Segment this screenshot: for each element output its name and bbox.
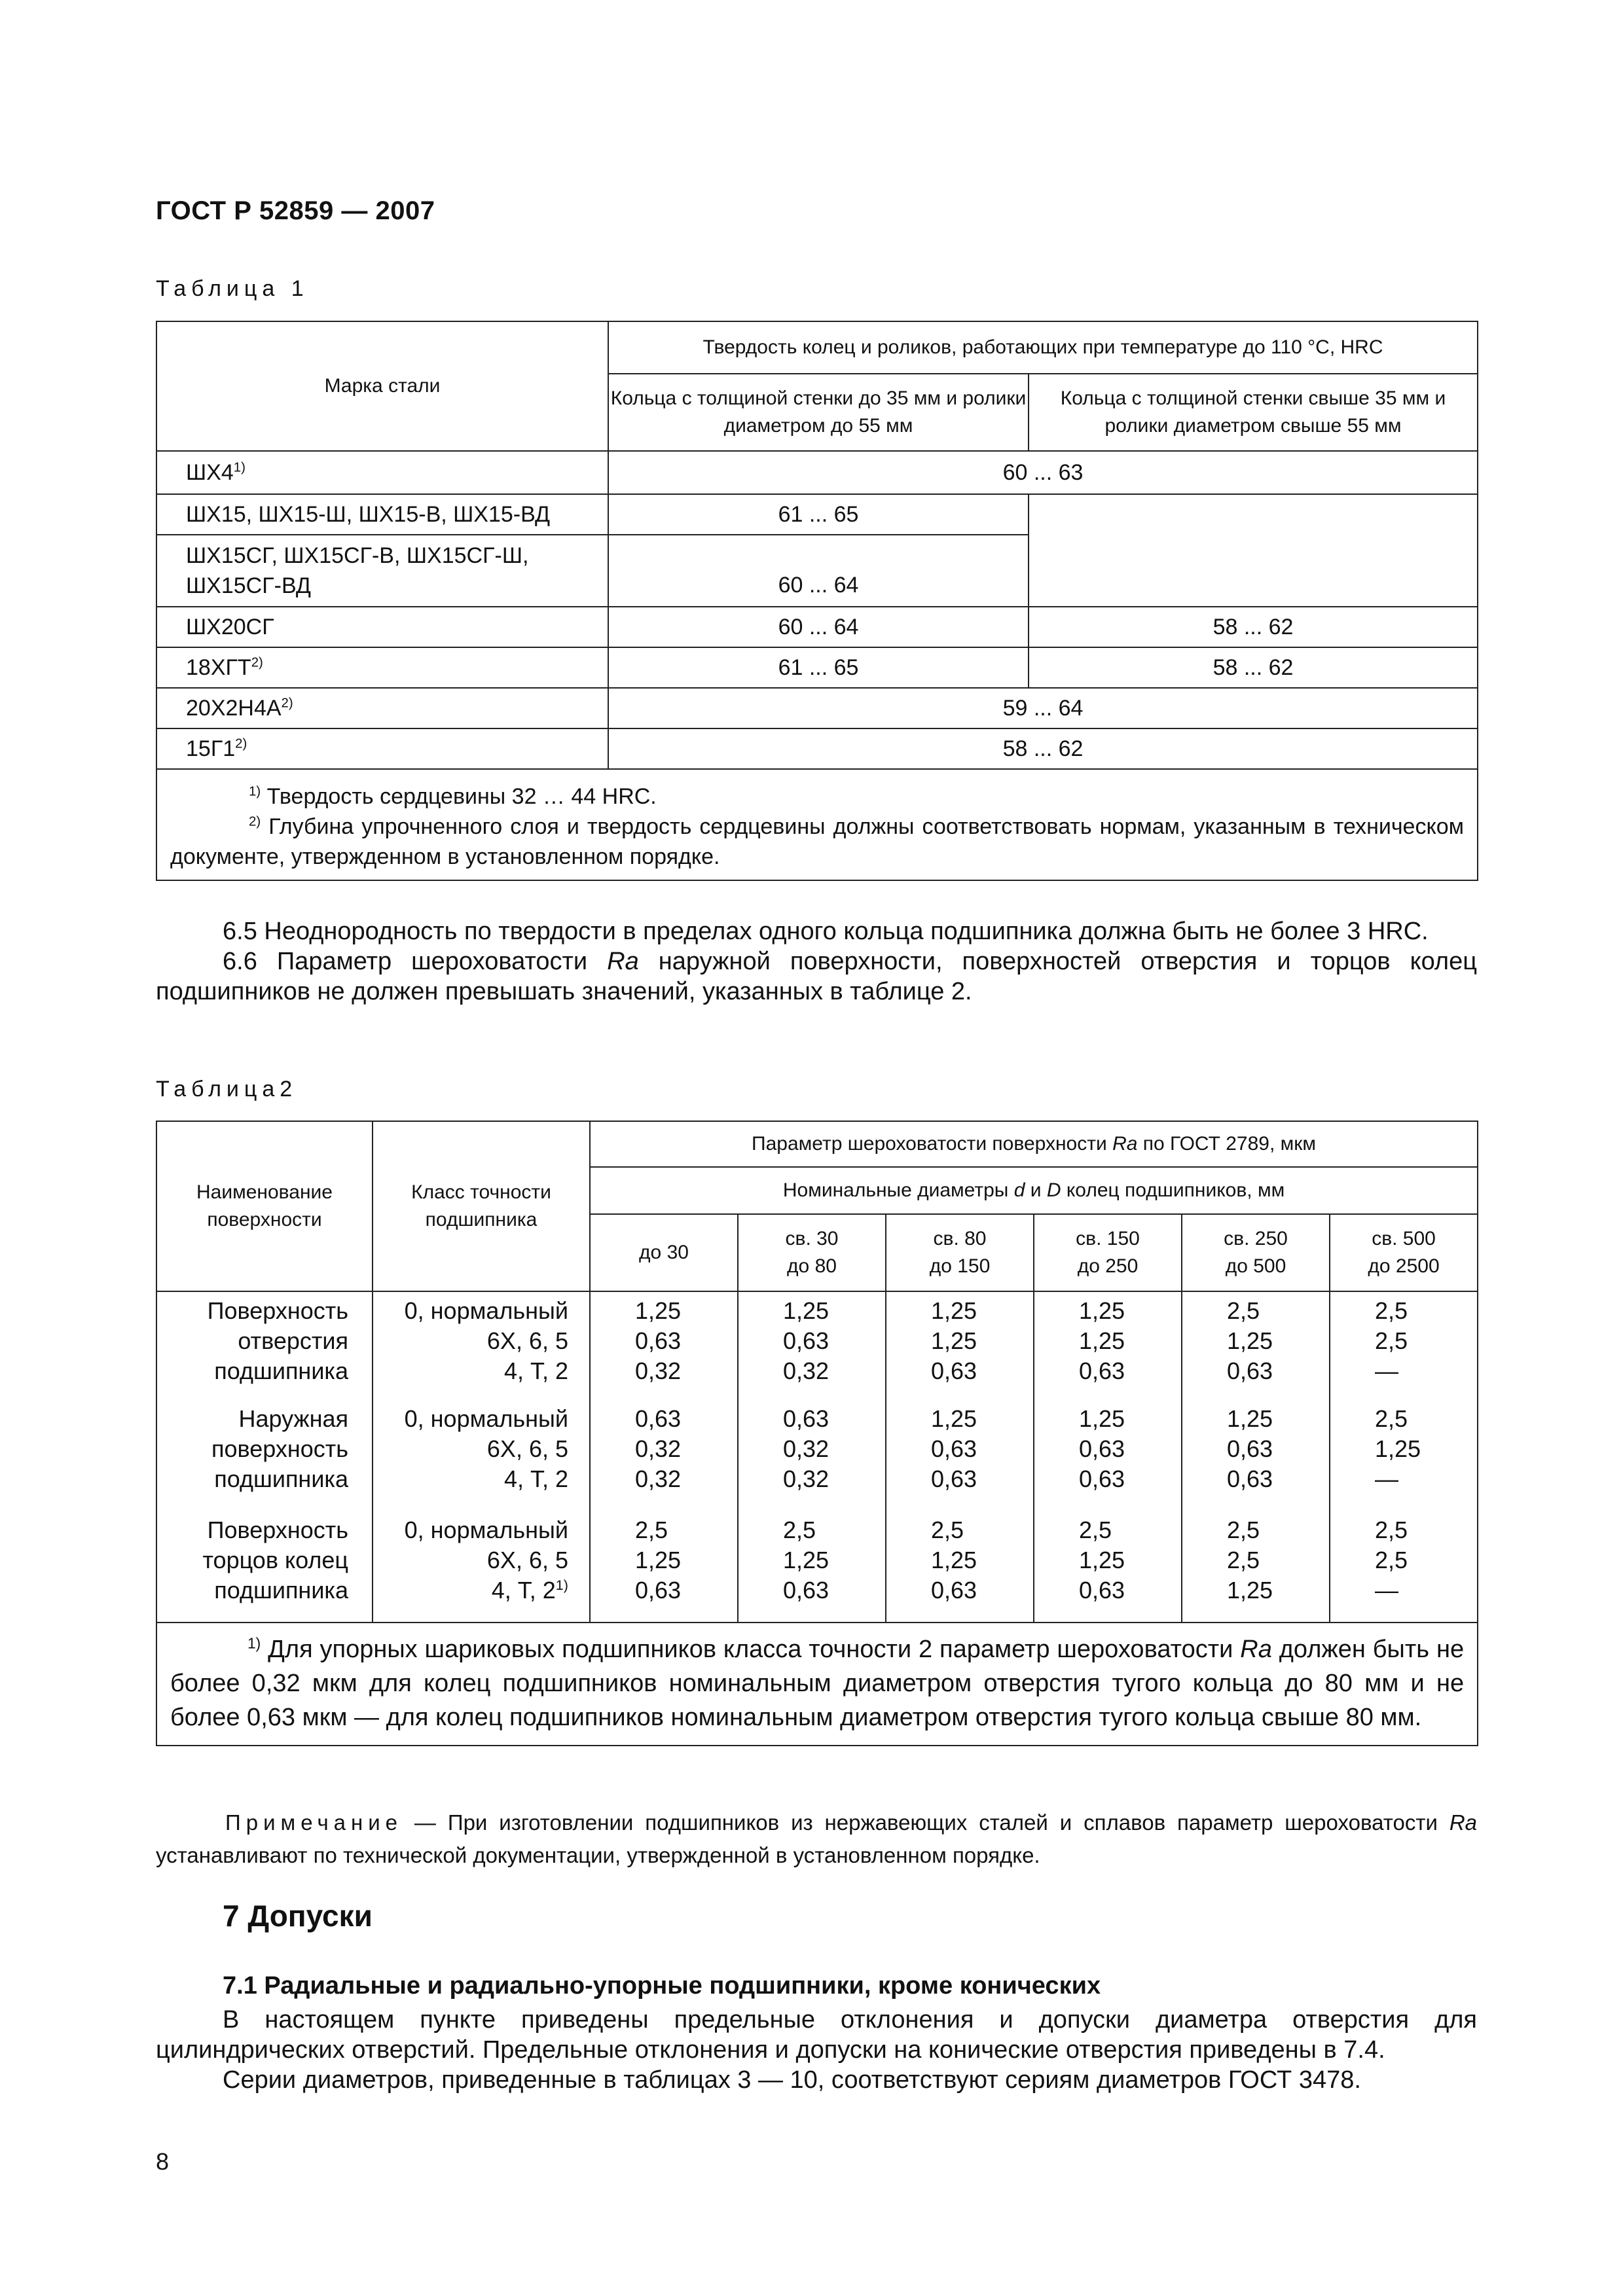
roughness-values: 1,25 0,63 0,32 <box>738 1291 886 1404</box>
steel-grade: 15Г1 <box>186 736 236 761</box>
table-row <box>156 451 1478 494</box>
body-paragraphs <box>156 916 1477 1007</box>
steel-grade: ШХ15СГ, ШХ15СГ-В, ШХ15СГ-Ш, ШХ15СГ-ВД <box>156 535 608 607</box>
roughness-values: 0,63 0,32 0,32 <box>738 1404 886 1515</box>
precision-class: 0, нормальный 6Х, 6, 5 4, Т, 2 <box>373 1291 590 1404</box>
table-row <box>156 647 1478 688</box>
table-row <box>156 1404 1478 1515</box>
table2-header-surface: Наименование поверхности <box>156 1121 373 1291</box>
section-title: 7 Допуски <box>223 1899 373 1933</box>
table1-footnotes <box>156 769 1478 880</box>
table1-caption: Таблица 1 <box>156 276 309 301</box>
roughness-values: 1,25 1,25 0,63 <box>1034 1291 1182 1404</box>
table-row <box>156 688 1478 728</box>
footnote-mark: 2) <box>249 814 261 829</box>
table1 <box>156 321 1478 881</box>
table2-note: Примечание — При изготовлении подшипников из нержавеющих сталей и сплавов параметр шероховатости Ra устанавливают по технической документации, утвержденной в установленном порядке. <box>156 1810 1477 1867</box>
hardness-value: 61 ... 65 <box>608 647 1029 688</box>
table-row <box>156 1515 1478 1623</box>
roughness-values: 2,5 1,25 0,63 <box>1034 1515 1182 1623</box>
diameter-range-header: св. 80 до 150 <box>886 1214 1034 1291</box>
footnote-1: Твердость сердцевины 32 … 44 HRC. <box>266 784 657 809</box>
hardness-value: 60 ... 64 <box>608 607 1029 647</box>
roughness-values: 1,25 0,63 0,63 <box>1182 1404 1330 1515</box>
footnote-mark: 1) <box>249 784 261 799</box>
table-row <box>156 607 1478 647</box>
hardness-value: 60 ... 64 <box>608 535 1029 607</box>
table2-header-diameters: Номинальные диаметры d и D колец подшипников, мм <box>590 1167 1478 1214</box>
precision-class: 0, нормальный 6Х, 6, 5 4, Т, 2 <box>373 1404 590 1515</box>
footnote-ref: 2) <box>281 696 293 711</box>
hardness-value: 60 ... 63 <box>608 451 1478 494</box>
diameter-range-header: св. 250 до 500 <box>1182 1214 1330 1291</box>
table1-header-steel: Марка стали <box>156 321 608 451</box>
footnote-ref: 2) <box>235 736 247 751</box>
table2-footnote: $^{1)}$ Для упорных шариковых подшипников класса точности 2 параметр шероховатости Ra должен быть не более 0,32 мкм для колец подшипников номинальным диаметром отверстия тугого кольца до 80 мм и не более 0,63 мкм — для колец подшипников номинальным диаметром отверстия тугого кольца свыше 80 мм. <box>156 1623 1478 1746</box>
table2 <box>156 1121 1478 1746</box>
roughness-values: 1,25 1,25 0,63 <box>886 1291 1034 1404</box>
footnote-2: Глубина упрочненного слоя и твердость сердцевины должны соответствовать нормам, указанным в техническом документе, утвержденном в установленном порядке. <box>170 814 1465 869</box>
table-row <box>156 494 1478 535</box>
page-number: 8 <box>156 2148 170 2175</box>
paragraph-6-5: 6.5 Неоднородность по твердости в пределах одного кольца подшипника должна быть не более 3 HRC. <box>223 918 1429 945</box>
table-row <box>156 1291 1478 1404</box>
table2-header-class: Класс точности подшипника <box>373 1121 590 1291</box>
hardness-value: 58 ... 62 <box>608 728 1478 769</box>
surface-name: Поверхность отверстия подшипника <box>156 1291 373 1404</box>
table1-header-col-b: Кольца с толщиной стенки свыше 35 мм и ролики диаметром свыше 55 мм <box>1029 374 1478 451</box>
section7-paragraph: Серии диаметров, приведенные в таблицах 3 — 10, соответствуют сериям диаметров ГОСТ 3478. <box>223 2066 1361 2094</box>
diameter-range-header: до 30 <box>590 1214 738 1291</box>
empty-cell <box>1029 494 1478 607</box>
steel-grade: 20Х2Н4А <box>186 695 282 721</box>
roughness-values: 2,5 2,5 1,25 <box>1182 1515 1330 1623</box>
roughness-values: 1,25 0,63 0,63 <box>886 1404 1034 1515</box>
surface-name: Наружная поверхность подшипника <box>156 1404 373 1515</box>
hardness-value: 61 ... 65 <box>608 494 1029 535</box>
footnote-ref: 1) <box>555 1577 568 1593</box>
note-label: Примечание <box>225 1810 403 1835</box>
roughness-values: 2,5 1,25 0,63 <box>738 1515 886 1623</box>
steel-grade: ШХ20СГ <box>156 607 608 647</box>
roughness-values: 2,5 1,25 0,63 <box>886 1515 1034 1623</box>
steel-grade: 18ХГТ <box>186 655 251 680</box>
footnote-mark: 1) <box>247 1634 261 1652</box>
footnote-ref: 1) <box>233 460 246 475</box>
roughness-values: 2,5 2,5 — <box>1330 1515 1478 1623</box>
steel-grade: ШХ15, ШХ15-Ш, ШХ15-В, ШХ15-ВД <box>156 494 608 535</box>
roughness-values: 1,25 0,63 0,63 <box>1034 1404 1182 1515</box>
table1-header-col-a: Кольца с толщиной стенки до 35 мм и ролики диаметром до 55 мм <box>608 374 1029 451</box>
table-row <box>156 728 1478 769</box>
precision-class: 0, нормальный 6Х, 6, 5 4, Т, 2$^{1)}$ <box>373 1515 590 1623</box>
diameter-range-header: св. 500 до 2500 <box>1330 1214 1478 1291</box>
footnote-ref: 2) <box>251 655 263 670</box>
section7-paragraph: В настоящем пункте приведены предельные отклонения и допуски диаметра отверстия для цилиндрических отверстий. Предельные отклонения и допуски на конические отверстия приведены в 7.4. <box>156 2006 1477 2064</box>
roughness-values: 2,5 1,25 0,63 <box>590 1515 738 1623</box>
roughness-values: 1,25 0,63 0,32 <box>590 1291 738 1404</box>
roughness-values: 2,5 1,25 — <box>1330 1404 1478 1515</box>
table2-caption: Таблица2 <box>156 1077 298 1102</box>
steel-grade: ШХ4 <box>186 459 234 485</box>
roughness-values: 2,5 1,25 0,63 <box>1182 1291 1330 1404</box>
roughness-values: 2,5 2,5 — <box>1330 1291 1478 1404</box>
hardness-value: 58 ... 62 <box>1029 647 1478 688</box>
hardness-value: 58 ... 62 <box>1029 607 1478 647</box>
paragraph-6-6: 6.6 Параметр шероховатости Ra наружной поверхности, поверхностей отверстия и торцов колец подшипников не должен превышать значений, указанных в таблице 2. <box>156 948 1477 1005</box>
section7-paragraphs <box>156 2005 1477 2095</box>
diameter-range-header: св. 30 до 80 <box>738 1214 886 1291</box>
document-id: ГОСТ Р 52859 — 2007 <box>156 196 435 225</box>
table1-header-hardness: Твердость колец и роликов, работающих при температуре до 110 °С, HRC <box>608 321 1478 374</box>
hardness-value: 59 ... 64 <box>608 688 1478 728</box>
surface-name: Поверхность торцов колец подшипника <box>156 1515 373 1623</box>
table2-header-param: Параметр шероховатости поверхности Ra по ГОСТ 2789, мкм <box>590 1121 1478 1167</box>
diameter-range-header: св. 150 до 250 <box>1034 1214 1182 1291</box>
roughness-values: 0,63 0,32 0,32 <box>590 1404 738 1515</box>
subsection-title: 7.1 Радиальные и радиально-упорные подшипники, кроме конических <box>223 1972 1101 2000</box>
